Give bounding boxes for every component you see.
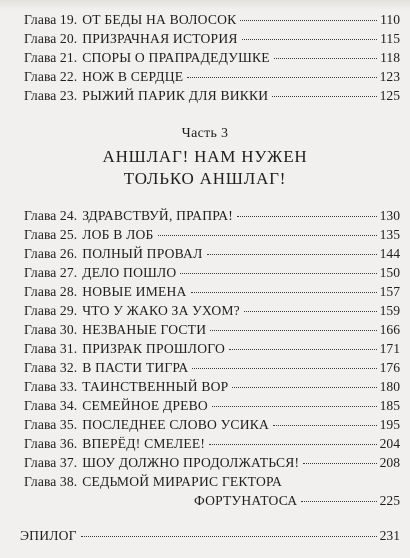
toc-entry-ch26[interactable] (24, 244, 400, 263)
page-number: 204 (379, 436, 400, 451)
dot-leader (209, 444, 377, 445)
toc-entry-ch36[interactable] (24, 434, 400, 453)
chapter-label: Глава 19. (24, 12, 78, 27)
toc-entry-ch21[interactable] (24, 48, 400, 67)
toc-entry-ch38-continuation[interactable] (0, 491, 410, 510)
chapter-title: ОТ БЕДЫ НА ВОЛОСОК (82, 12, 237, 27)
chapter-label: Глава 20. (24, 31, 78, 46)
dot-leader (244, 311, 377, 312)
toc-entry-epilog[interactable] (20, 526, 400, 545)
chapter-title: РЫЖИЙ ПАРИК ДЛЯ ВИККИ (82, 88, 269, 103)
dot-leader (207, 254, 377, 255)
page-top-shadow (0, 0, 410, 10)
page-number: 123 (379, 69, 400, 84)
chapter-label: Глава 38. (24, 474, 78, 489)
chapter-title: СЕМЕЙНОЕ ДРЕВО (82, 398, 208, 413)
chapter-title: ЧТО У ЖАКО ЗА УХОМ? (82, 303, 240, 318)
toc-entry-ch37[interactable] (24, 453, 400, 472)
chapter-label: Глава 26. (24, 246, 78, 261)
dot-leader (301, 501, 376, 502)
page-number: 159 (379, 303, 400, 318)
page-number: 144 (379, 246, 400, 261)
chapter-title: ЗДРАВСТВУЙ, ПРАПРА! (82, 208, 233, 223)
chapter-title: НОВЫЕ ИМЕНА (82, 284, 187, 299)
page-number: 130 (379, 208, 400, 223)
chapter-label: Глава 24. (24, 208, 78, 223)
chapter-label: Глава 34. (24, 398, 78, 413)
chapter-label: Глава 31. (24, 341, 78, 356)
page-number: 180 (379, 379, 400, 394)
chapter-title: НОЖ В СЕРДЦЕ (82, 69, 184, 84)
page-number: 231 (379, 528, 400, 543)
chapter-title: ВПЕРЁД! СМЕЛЕЕ! (82, 436, 206, 451)
page-number: 171 (379, 341, 400, 356)
page-number: 195 (379, 417, 400, 432)
chapter-title: ПРИЗРАЧНАЯ ИСТОРИЯ (82, 31, 238, 46)
page-number: 150 (379, 265, 400, 280)
chapter-title: НЕЗВАНЫЕ ГОСТИ (82, 322, 207, 337)
dot-leader (237, 216, 377, 217)
part-number: Часть 3 (181, 126, 229, 141)
toc-entry-ch20[interactable] (24, 29, 400, 48)
chapter-label: Глава 21. (24, 50, 78, 65)
chapter-label: Глава 22. (24, 69, 78, 84)
toc-entry-ch23[interactable] (24, 86, 400, 105)
toc-entry-ch33[interactable] (24, 377, 400, 396)
chapter-label: Глава 33. (24, 379, 78, 394)
toc-entry-ch27[interactable] (24, 263, 400, 282)
page-number: 157 (379, 284, 400, 299)
page-number: 176 (379, 360, 400, 375)
toc-entry-ch32[interactable] (24, 358, 400, 377)
dot-leader (272, 96, 376, 97)
dot-leader (210, 330, 376, 331)
chapter-title: В ПАСТИ ТИГРА (82, 360, 189, 375)
epilog-title: ЭПИЛОГ (20, 528, 77, 543)
dot-leader (192, 368, 376, 369)
part-title (0, 146, 410, 190)
chapter-label: Глава 25. (24, 227, 78, 242)
dot-leader (158, 235, 377, 236)
dot-leader (191, 292, 377, 293)
dot-leader (232, 387, 376, 388)
dot-leader (81, 536, 377, 537)
toc-entry-ch24[interactable] (24, 206, 400, 225)
part-title-line: АНШЛАГ! НАМ НУЖЕН (102, 147, 308, 166)
dot-leader (180, 273, 376, 274)
toc-entry-ch25[interactable] (24, 225, 400, 244)
page-number: 185 (379, 398, 400, 413)
dot-leader (242, 39, 378, 40)
toc-entry-ch38[interactable] (24, 472, 400, 491)
dot-leader (229, 349, 377, 350)
chapter-label: Глава 35. (24, 417, 78, 432)
page-number: 110 (380, 12, 400, 27)
chapter-label: Глава 28. (24, 284, 78, 299)
toc-entry-ch29[interactable] (24, 301, 400, 320)
dot-leader (187, 77, 376, 78)
page-number: 208 (379, 455, 400, 470)
toc-entry-ch34[interactable] (24, 396, 400, 415)
page-number: 135 (379, 227, 400, 242)
toc-entry-ch30[interactable] (24, 320, 400, 339)
chapter-title: ДЕЛО ПОШЛО (82, 265, 177, 280)
chapter-label: Глава 23. (24, 88, 78, 103)
chapter-title-continuation: ФОРТУНАТОСА (194, 493, 298, 508)
dot-leader (274, 58, 377, 59)
page-number: 225 (379, 493, 400, 508)
chapter-title: ПРИЗРАК ПРОШЛОГО (82, 341, 225, 356)
toc-entry-ch22[interactable] (24, 67, 400, 86)
dot-leader (212, 406, 377, 407)
page-number: 125 (379, 88, 400, 103)
chapter-label: Глава 32. (24, 360, 78, 375)
chapter-title: ЛОБ В ЛОБ (82, 227, 154, 242)
chapter-label: Глава 29. (24, 303, 78, 318)
dot-leader (273, 425, 377, 426)
chapter-label: Глава 37. (24, 455, 78, 470)
dot-leader (240, 20, 377, 21)
chapter-label: Глава 27. (24, 265, 78, 280)
chapter-title: СЕДЬМОЙ МИРАРИС ГЕКТОРА (82, 474, 283, 489)
dot-leader (303, 463, 376, 464)
chapter-label: Глава 36. (24, 436, 78, 451)
chapter-title: СПОРЫ О ПРАПРАДЕДУШКЕ (82, 50, 270, 65)
chapter-title: ПОЛНЫЙ ПРОВАЛ (82, 246, 203, 261)
page-number: 166 (379, 322, 400, 337)
page-number: 115 (380, 31, 400, 46)
toc-entry-ch28[interactable] (24, 282, 400, 301)
part-title-line: ТОЛЬКО АНШЛАГ! (123, 169, 287, 188)
toc-entry-ch35[interactable] (24, 415, 400, 434)
page-number: 118 (380, 50, 400, 65)
chapter-title: ТАИНСТВЕННЫЙ ВОР (82, 379, 229, 394)
toc-entry-ch19[interactable] (24, 10, 400, 29)
chapter-label: Глава 30. (24, 322, 78, 337)
chapter-title: ШОУ ДОЛЖНО ПРОДОЛЖАТЬСЯ! (82, 455, 300, 470)
toc-entry-ch31[interactable] (24, 339, 400, 358)
chapter-title: ПОСЛЕДНЕЕ СЛОВО УСИКА (82, 417, 270, 432)
